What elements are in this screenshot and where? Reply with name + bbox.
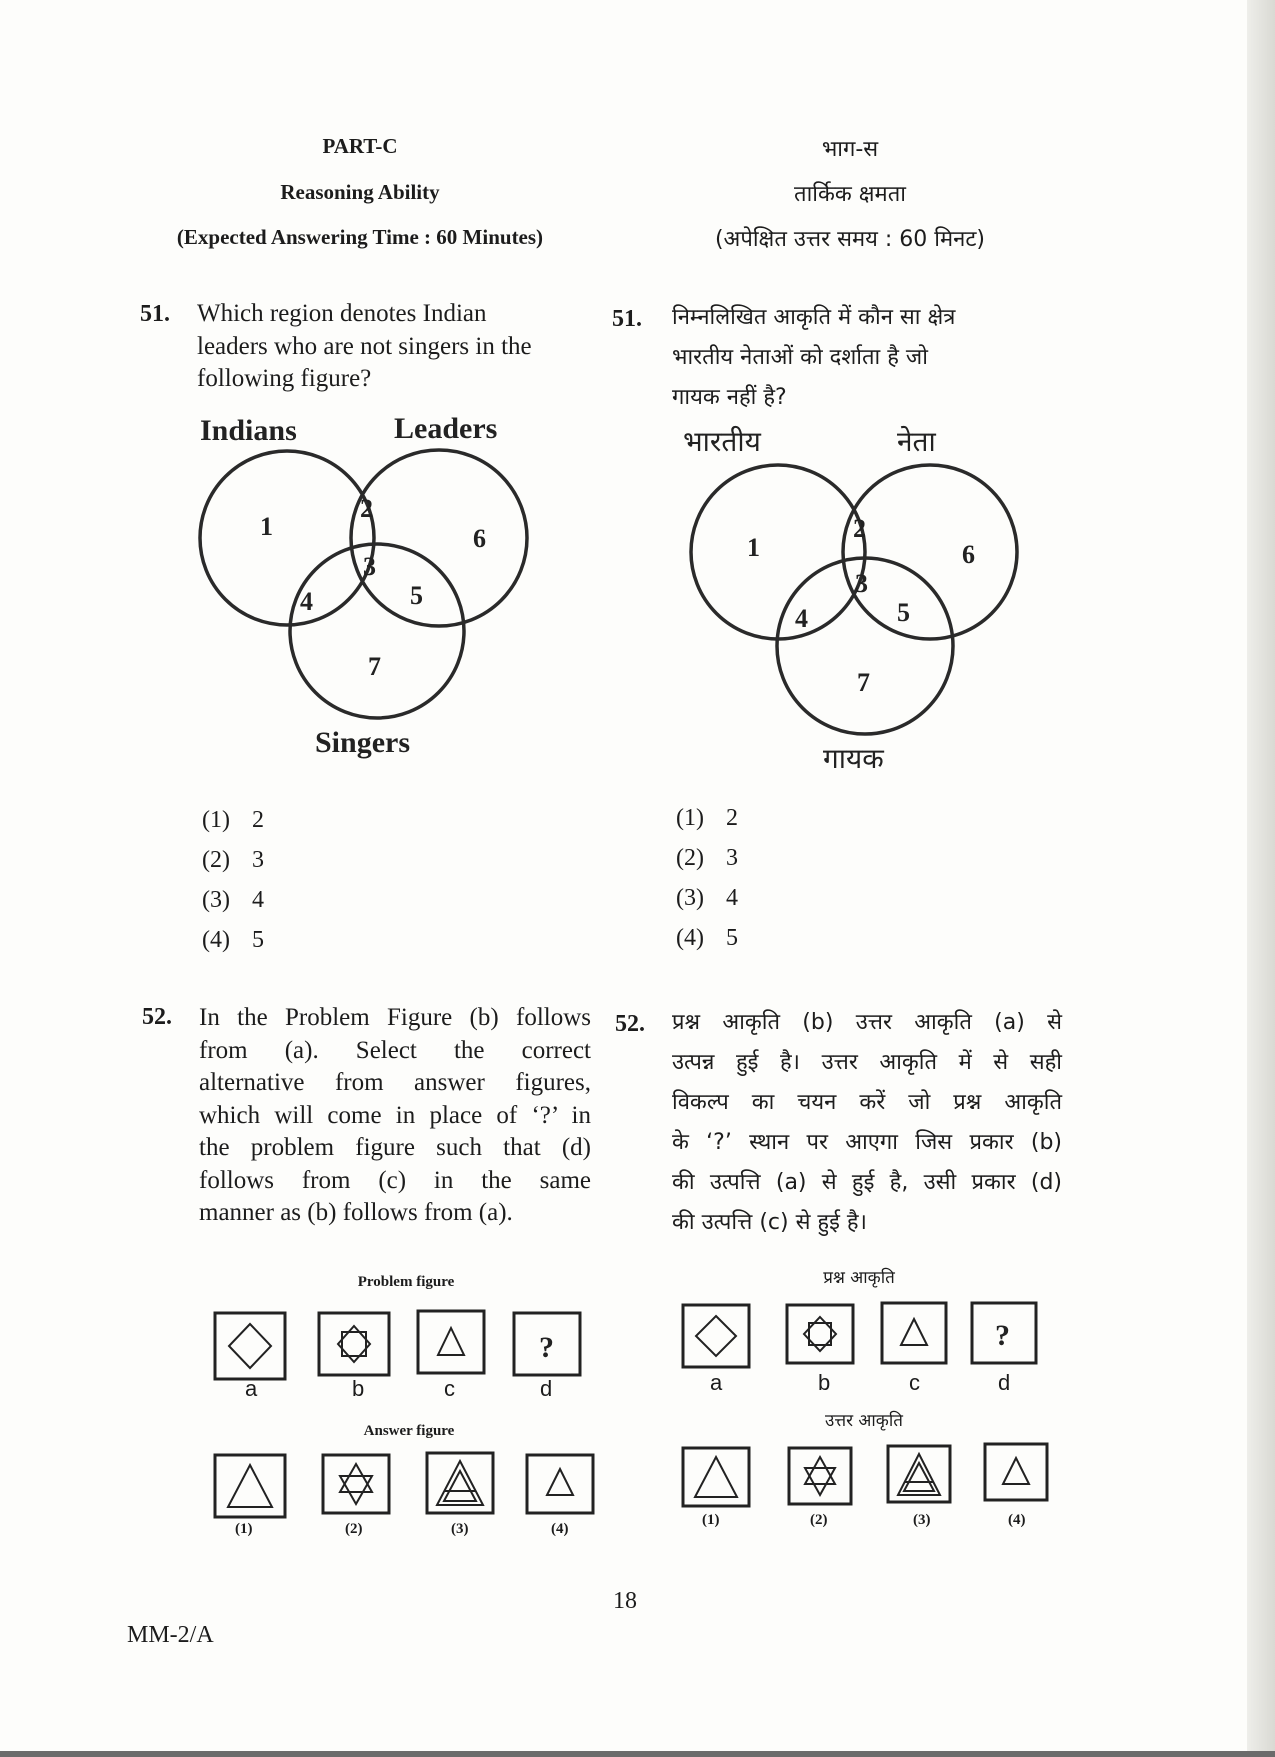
q51-options-en — [202, 800, 264, 960]
figure-label: b — [352, 1376, 365, 1401]
triangle-shape — [695, 1457, 737, 1497]
problem-figure-a — [215, 1313, 285, 1379]
venn-label-indians: Indians — [200, 414, 297, 447]
venn-circle-leaders — [351, 450, 527, 626]
problem-labels-hi — [706, 1370, 1046, 1396]
q51-text-en — [197, 298, 607, 396]
option-number: (3) — [676, 885, 704, 911]
q52-text-hi-line: प्रश्न आकृति (b) उत्तर आकृति (a) से — [672, 1010, 1062, 1035]
triangle-down-shape — [340, 1476, 372, 1504]
option-number: (4) — [676, 925, 704, 951]
q52-text-hi-line: विकल्प का चयन करें जो प्रश्न आकृति — [672, 1090, 1062, 1115]
problem-labels-en — [238, 1376, 578, 1402]
q52-text-hi — [672, 1003, 1062, 1243]
answer-figures-en — [205, 1447, 605, 1527]
answer-figure-4[interactable] — [527, 1455, 593, 1513]
problem-figure-a — [683, 1305, 749, 1367]
venn-diagram-hi — [675, 425, 1035, 785]
answer-figure-4[interactable] — [985, 1444, 1047, 1500]
venn-circle-leaders — [843, 465, 1017, 639]
option-number: (4) — [202, 927, 230, 953]
problem-figure-d — [514, 1313, 580, 1375]
bottom-scan-line — [0, 1751, 1275, 1757]
venn-region-label: 2 — [360, 494, 373, 523]
q51-options-hi — [676, 798, 738, 958]
triangle-inner-shape — [904, 1463, 934, 1491]
triangle-shape — [438, 1328, 464, 1355]
answer-labels-hi — [702, 1512, 1082, 1534]
figure-label: (1) — [235, 1521, 253, 1537]
q51-number-hi: 51. — [612, 306, 642, 332]
page-edge-shadow — [1247, 0, 1275, 1757]
q52-text-en-line: which will come in place of ‘?’ in — [199, 1101, 591, 1129]
subject-title-en: Reasoning Ability — [280, 180, 440, 204]
answer-figure-2[interactable] — [323, 1455, 389, 1513]
figure-label: (2) — [345, 1521, 363, 1537]
figure-label: (3) — [913, 1512, 931, 1528]
venn-region-label: 2 — [853, 514, 866, 543]
figure-label: d — [540, 1376, 553, 1401]
diamond-shape — [229, 1324, 271, 1368]
q51-number-en: 51. — [140, 301, 170, 327]
triangle-shape — [901, 1319, 927, 1345]
subject-title-hi: तार्किक क्षमता — [794, 182, 906, 207]
q52-text-hi-line: के ‘?’ स्थान पर आएगा जिस प्रकार (b) — [672, 1130, 1062, 1155]
q52-number-en: 52. — [142, 1004, 172, 1030]
q52-text-en-line: alternative from answer figures, — [199, 1069, 591, 1096]
q52-text-en — [199, 1002, 591, 1230]
triangle-inner-shape — [444, 1471, 476, 1501]
option-value: 4 — [726, 885, 738, 911]
venn-region-label: 7 — [368, 652, 381, 681]
venn-label-indians: भारतीय — [683, 427, 761, 458]
figure-label: a — [710, 1370, 723, 1395]
problem-figure-b — [787, 1305, 853, 1363]
triangle-down-shape — [805, 1468, 835, 1495]
triangle-shape — [437, 1461, 483, 1505]
venn-label-singers: Singers — [315, 726, 411, 759]
q52-text-en-line: the problem figure such that (d) — [199, 1134, 591, 1161]
triangle-up-shape — [340, 1464, 372, 1492]
part-title-hi: भाग-स — [821, 137, 879, 162]
venn-region-label: 1 — [747, 533, 760, 562]
option-value: 4 — [252, 887, 264, 913]
q51-option[interactable] — [676, 918, 738, 958]
figure-label: c — [444, 1376, 455, 1401]
option-number: (1) — [202, 807, 230, 833]
option-value: 3 — [726, 845, 738, 871]
figure-label: (1) — [702, 1512, 720, 1528]
q51-option[interactable] — [202, 840, 264, 880]
option-number: (3) — [202, 887, 230, 913]
q52-text-hi-line: की उत्पत्ति (a) से हुई है, उसी प्रकार (d) — [672, 1170, 1062, 1195]
venn-region-label: 3 — [363, 552, 376, 581]
q51-text-hi-line: भारतीय नेताओं को दर्शाता है जो — [672, 345, 928, 370]
answer-figure-3[interactable] — [888, 1446, 950, 1502]
venn-circle-indians — [691, 465, 865, 639]
problem-figure-d — [972, 1303, 1036, 1363]
q51-text-en-line: leaders who are not singers in the — [197, 332, 532, 360]
q51-text-hi-line: गायक नहीं है? — [672, 385, 787, 410]
venn-region-label: 5 — [410, 581, 423, 610]
figure-label: b — [818, 1370, 831, 1395]
option-value: 3 — [252, 847, 264, 873]
q51-text-en-line: Which region denotes Indian — [197, 300, 487, 327]
triangle-shape — [228, 1465, 272, 1507]
option-value: 5 — [726, 925, 738, 951]
time-en: (Expected Answering Time : 60 Minutes) — [176, 225, 544, 249]
q51-option[interactable] — [676, 838, 738, 878]
venn-region-label: 3 — [855, 569, 868, 598]
problem-figure-b — [319, 1313, 389, 1375]
answer-figure-1[interactable] — [215, 1455, 285, 1517]
venn-region-label: 5 — [897, 598, 910, 627]
q51-text-en-line: following figure? — [197, 365, 372, 392]
venn-region-label: 6 — [962, 540, 975, 569]
q52-text-en-line: In the Problem Figure (b) follows — [199, 1004, 591, 1031]
figure-label: (4) — [551, 1521, 569, 1537]
q52-number-hi: 52. — [615, 1011, 645, 1037]
q52-text-en-line: manner as (b) follows from (a). — [199, 1199, 513, 1226]
q51-option[interactable] — [202, 880, 264, 920]
figure-label: c — [909, 1370, 920, 1395]
venn-circle-indians — [200, 451, 374, 625]
venn-region-label: 6 — [473, 524, 486, 553]
venn-diagram-en — [190, 405, 550, 765]
question-mark: ? — [539, 1331, 554, 1364]
option-value: 2 — [252, 807, 264, 833]
figure-label: (3) — [451, 1521, 469, 1537]
venn-label-leaders: Leaders — [394, 412, 498, 445]
q51-text-hi-line: निम्नलिखित आकृति में कौन सा क्षेत्र — [672, 305, 956, 330]
part-title-en: PART-C — [322, 134, 398, 158]
venn-region-label: 4 — [300, 587, 313, 616]
option-number: (1) — [676, 805, 704, 831]
q51-text-hi — [672, 298, 1072, 418]
figure-label: a — [245, 1376, 258, 1401]
answer-figure-1[interactable] — [683, 1448, 749, 1506]
option-number: (2) — [202, 847, 230, 873]
venn-circle-singers — [290, 544, 464, 718]
answer-figure-caption-en: Answer figure — [363, 1423, 455, 1439]
problem-figure-c — [882, 1303, 946, 1363]
problem-figure-caption-hi: प्रश्न आकृति — [823, 1268, 895, 1288]
diamond-shape — [696, 1316, 736, 1356]
venn-label-singers: गायक — [823, 744, 884, 775]
triangle-up-shape — [805, 1457, 835, 1484]
venn-label-leaders: नेता — [897, 427, 936, 458]
answer-figure-2[interactable] — [789, 1448, 851, 1504]
option-value: 5 — [252, 927, 264, 953]
q51-option[interactable] — [202, 920, 264, 960]
problem-figure-c — [418, 1311, 484, 1373]
time-hi: (अपेक्षित उत्तर समय : 60 मिनट) — [714, 227, 986, 252]
answer-figure-caption-hi: उत्तर आकृति — [825, 1411, 903, 1431]
figure-label: (4) — [1008, 1512, 1026, 1528]
figure-label: d — [998, 1370, 1011, 1395]
page-number: 18 — [613, 1588, 637, 1614]
option-value: 2 — [726, 805, 738, 831]
q52-text-en-line: from (a). Select the correct — [199, 1036, 591, 1064]
figure-label: (2) — [810, 1512, 828, 1528]
q51-option[interactable] — [676, 878, 738, 918]
paper-code: MM-2/A — [127, 1622, 214, 1648]
q52-text-en-line: follows from (c) in the same — [199, 1166, 591, 1194]
problem-figure-caption-en: Problem figure — [357, 1274, 455, 1290]
answer-figure-3[interactable] — [427, 1453, 493, 1513]
triangle-shape — [1003, 1458, 1029, 1484]
answer-figures-hi — [675, 1440, 1075, 1520]
q51-option[interactable] — [202, 800, 264, 840]
venn-region-label: 4 — [795, 604, 808, 633]
answer-labels-en — [230, 1521, 610, 1543]
option-number: (2) — [676, 845, 704, 871]
venn-region-label: 1 — [260, 512, 273, 541]
triangle-shape — [547, 1469, 573, 1495]
q52-text-hi-line: उत्पन्न हुई है। उत्तर आकृति में से सही — [672, 1050, 1062, 1075]
q51-option[interactable] — [676, 798, 738, 838]
q52-text-hi-line: की उत्पत्ति (c) से हुई है। — [672, 1210, 867, 1235]
venn-region-label: 7 — [857, 668, 870, 697]
question-mark: ? — [995, 1319, 1010, 1352]
